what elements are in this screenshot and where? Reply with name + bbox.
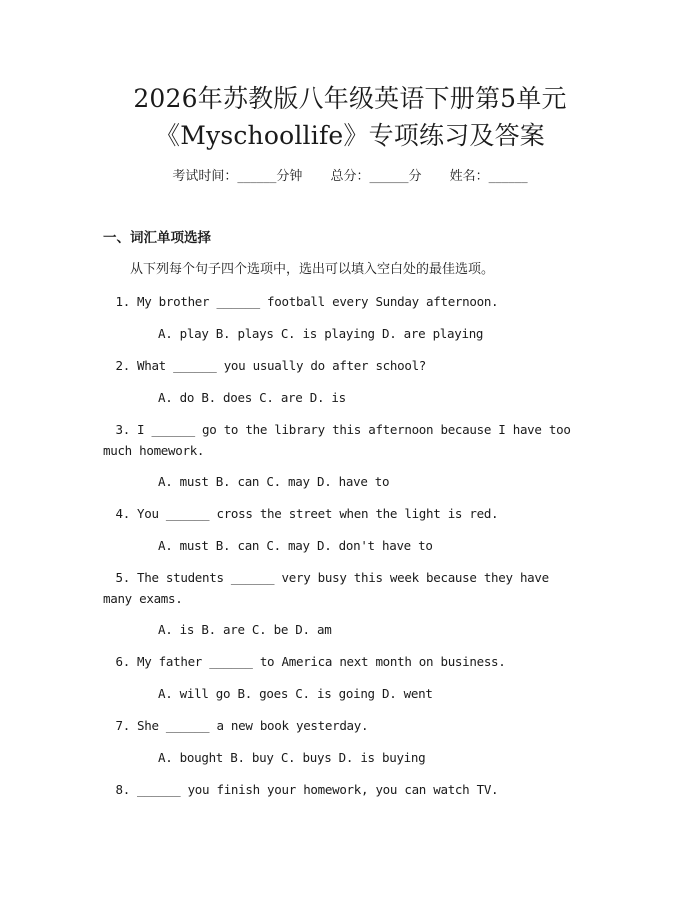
question-number: 5. [115,570,130,585]
question-item [103,651,603,672]
question-text: My father ______ to America next month on business. [137,654,506,669]
question-item [103,567,583,609]
document-title-line1: 2026年苏教版八年级英语下册第5单元 [133,84,567,113]
question-options: A. play B. plays C. is playing D. are playing [158,326,484,341]
question-number: 2. [115,358,130,373]
section-heading: 一、词汇单项选择 [103,230,211,246]
question-options: A. is B. are C. be D. am [158,622,332,637]
student-name-field: 姓名：______ [449,169,528,184]
question-number: 3. [115,422,130,437]
question-item [103,291,603,312]
question-text: My brother ______ football every Sunday afternoon. [137,294,499,309]
question-number: 1. [115,294,130,309]
question-number: 8. [115,782,130,797]
question-item [103,779,603,800]
question-number: 6. [115,654,130,669]
question-text: She ______ a new book yesterday. [137,718,369,733]
question-text: What ______ you usually do after school? [137,358,427,373]
question-text: I ______ go to the library this afternoon because I have too much homework. [103,422,571,458]
exam-meta [0,168,700,186]
question-options: A. bought B. buy C. buys D. is buying [158,750,426,765]
question-item [103,503,603,524]
exam-time-field: 考试时间：______分钟 [172,169,303,184]
question-text: You ______ cross the street when the light is red. [137,506,499,521]
question-text: The students ______ very busy this week because they have many exams. [103,570,549,606]
section-instruction: 从下列每个句子四个选项中，选出可以填入空白处的最佳选项。 [130,262,495,277]
question-options: A. must B. can C. may D. don't have to [158,538,433,553]
question-text: ______ you finish your homework, you can watch TV. [137,782,499,797]
document-title-line2: 《Myschoollife》专项练习及答案 [155,121,545,150]
question-item [103,419,603,461]
question-item [103,355,603,376]
question-options: A. will go B. goes C. is going D. went [158,686,433,701]
question-item [103,715,603,736]
question-number: 7. [115,718,130,733]
question-number: 4. [115,506,130,521]
total-score-field: 总分：______分 [330,169,422,184]
question-options: A. do B. does C. are D. is [158,390,346,405]
question-options: A. must B. can C. may D. have to [158,474,390,489]
